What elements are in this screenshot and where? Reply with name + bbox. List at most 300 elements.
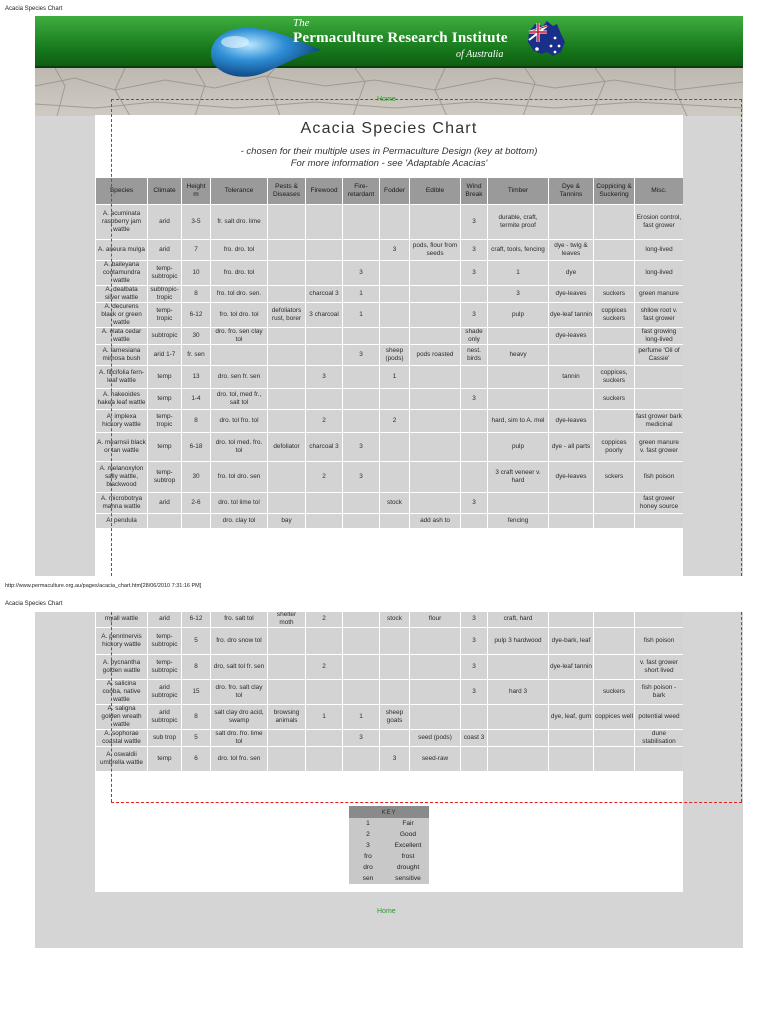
table-cell: v. fast grower short lived	[635, 655, 683, 679]
table-cell	[549, 730, 593, 746]
table-cell: craft, tools, fencing	[488, 240, 548, 260]
table-row	[96, 705, 683, 729]
table-row	[96, 680, 683, 704]
print-url-line: http://www.permaculture.org.au/pages/acacia_chart.htm[28/06/2010 7:31:16 PM]	[5, 583, 202, 589]
table-cell: dye-leaves	[549, 462, 593, 492]
table-cell	[488, 705, 548, 729]
page-title: Acacia Species Chart	[300, 120, 478, 137]
table-row	[96, 261, 683, 285]
table-cell	[306, 730, 342, 746]
table-row	[96, 389, 683, 409]
table-cell: fro. tol dro. sen.	[211, 286, 267, 302]
table-cell: 30	[182, 328, 210, 344]
table-row	[96, 628, 683, 654]
table-cell: 6-18	[182, 433, 210, 461]
table-cell: 2	[306, 655, 342, 679]
table-cell: 6-12	[182, 612, 210, 627]
table-header-row	[96, 178, 683, 204]
table-cell: suckers	[594, 389, 634, 409]
table-cell	[343, 747, 379, 771]
logo-subtitle: of Australia	[456, 49, 504, 60]
table-cell: dye-leaf tannin	[549, 303, 593, 327]
table-cell: fast growing long-lived	[635, 328, 683, 344]
table-cell	[268, 328, 305, 344]
species-name-cell: A. mearnsii black or tan wattle	[96, 433, 147, 461]
table-row	[96, 205, 683, 239]
key-code: 1	[349, 818, 387, 829]
table-cell	[549, 747, 593, 771]
species-name-cell: A. salicina cooba, native wattle	[96, 680, 147, 704]
table-cell	[343, 389, 379, 409]
table-cell	[380, 730, 409, 746]
table-cell	[594, 493, 634, 513]
table-cell: sub trop	[148, 730, 181, 746]
table-cell: fro. dro. tol	[211, 261, 267, 285]
table-cell: 2-6	[182, 493, 210, 513]
table-cell: 3	[461, 655, 487, 679]
species-table	[95, 177, 684, 529]
table-cell: dro. tol fro. sen	[211, 747, 267, 771]
key-row	[349, 862, 429, 873]
table-cell	[343, 493, 379, 513]
print-doc-title: Acacia Species Chart	[5, 6, 63, 12]
table-cell: temp	[148, 366, 181, 388]
species-table-continued	[95, 612, 684, 772]
table-cell: defoliator	[268, 433, 305, 461]
table-cell: dye	[549, 261, 593, 285]
species-name-cell: A. farnesiana mimosa bush	[96, 345, 147, 365]
australia-flag-map-icon	[525, 18, 567, 60]
table-cell: 8	[182, 705, 210, 729]
table-cell	[343, 628, 379, 654]
column-header: Tolerance	[211, 178, 267, 204]
table-cell	[461, 410, 487, 432]
table-cell: sheep goats	[380, 705, 409, 729]
table-cell	[343, 366, 379, 388]
table-cell: dro, salt tol fr. sen	[211, 655, 267, 679]
table-cell	[380, 628, 409, 654]
table-cell: temp-tropic	[148, 410, 181, 432]
table-cell	[306, 328, 342, 344]
table-cell: arid subtropic	[148, 680, 181, 704]
table-cell: dye-leaves	[549, 328, 593, 344]
column-header: Firewood	[306, 178, 342, 204]
table-cell: 5	[182, 628, 210, 654]
table-cell	[306, 205, 342, 239]
table-cell: hard, sim to A. mel	[488, 410, 548, 432]
table-cell: 10	[182, 261, 210, 285]
key-meaning: Excellent	[387, 840, 429, 851]
table-cell: 3	[461, 680, 487, 704]
logo-the: The	[293, 17, 310, 29]
table-cell: 8	[182, 655, 210, 679]
table-cell	[594, 514, 634, 528]
table-cell	[343, 410, 379, 432]
table-cell: fro. dro snow tol	[211, 628, 267, 654]
table-cell: 13	[182, 366, 210, 388]
key-code: sen	[349, 873, 387, 884]
table-cell	[306, 389, 342, 409]
key-row	[349, 818, 429, 829]
species-name-cell: A. pennlnervis hickory wattle	[96, 628, 147, 654]
column-header: Dye & Tannins	[549, 178, 593, 204]
table-cell: coppices well	[594, 705, 634, 729]
table-cell: bay	[268, 514, 305, 528]
table-cell: 3-5	[182, 205, 210, 239]
table-cell: 6	[182, 747, 210, 771]
key-code: 3	[349, 840, 387, 851]
key-row	[349, 873, 429, 884]
table-row	[96, 514, 683, 528]
table-cell	[268, 680, 305, 704]
table-cell	[380, 389, 409, 409]
table-cell	[306, 493, 342, 513]
table-cell	[380, 303, 409, 327]
table-cell	[268, 240, 305, 260]
table-cell	[148, 514, 181, 528]
table-cell	[549, 205, 593, 239]
table-cell	[268, 628, 305, 654]
table-cell	[306, 514, 342, 528]
table-cell	[410, 410, 460, 432]
table-cell	[268, 410, 305, 432]
table-cell: 3	[306, 366, 342, 388]
table-cell: temp	[148, 433, 181, 461]
table-row	[96, 240, 683, 260]
table-cell	[343, 205, 379, 239]
key-meaning: frost	[387, 851, 429, 862]
table-cell	[306, 345, 342, 365]
table-row	[96, 493, 683, 513]
table-cell: suckers	[594, 680, 634, 704]
page-subtitle-2: For more information - see 'Adaptable Acacias'	[290, 158, 488, 169]
table-cell	[488, 747, 548, 771]
table-cell: 1	[343, 286, 379, 302]
table-cell	[211, 345, 267, 365]
table-cell: temp-subtrop	[148, 462, 181, 492]
table-cell: 3	[461, 205, 487, 239]
table-cell: sheep (pods)	[380, 345, 409, 365]
table-cell: fr. sen	[182, 345, 210, 365]
table-cell	[268, 389, 305, 409]
table-cell: tannin	[549, 366, 593, 388]
table-cell	[461, 705, 487, 729]
table-cell: 3 craft veneer v. hard	[488, 462, 548, 492]
key-title: KEY	[349, 806, 429, 818]
table-cell: fencing	[488, 514, 548, 528]
table-cell	[343, 680, 379, 704]
table-row	[96, 747, 683, 771]
species-name-cell: A. saligna golden wreath wattle	[96, 705, 147, 729]
table-cell: arid subtropic	[148, 705, 181, 729]
table-cell: pulp	[488, 303, 548, 327]
table-cell: fish poison - bark	[635, 680, 683, 704]
species-name-cell: A. implexa hickory wattle	[96, 410, 147, 432]
table-cell: dye-leaf tannin	[549, 655, 593, 679]
table-row	[96, 612, 683, 627]
table-cell	[410, 366, 460, 388]
table-cell	[461, 286, 487, 302]
table-cell: stock	[380, 612, 409, 627]
table-cell: fro. tol dro. tol	[211, 303, 267, 327]
table-cell: 1	[343, 303, 379, 327]
table-cell: arid	[148, 612, 181, 627]
table-cell	[410, 462, 460, 492]
table-cell: browsing animals	[268, 705, 305, 729]
table-cell: durable, craft, termite proof	[488, 205, 548, 239]
table-cell	[182, 514, 210, 528]
table-cell	[306, 261, 342, 285]
table-cell: long-lived	[635, 240, 683, 260]
table-cell: 2	[380, 410, 409, 432]
species-name-cell: A. microbotrya manna wattle	[96, 493, 147, 513]
table-cell: temp-subtropic	[148, 261, 181, 285]
column-header: Misc.	[635, 178, 683, 204]
table-cell	[268, 493, 305, 513]
table-cell	[380, 261, 409, 285]
table-cell	[343, 612, 379, 627]
table-cell: green manure	[635, 286, 683, 302]
key-row	[349, 851, 429, 862]
species-name-cell: A. aneura mulga	[96, 240, 147, 260]
table-cell: fish poison	[635, 628, 683, 654]
table-cell: long-lived	[635, 261, 683, 285]
table-cell: fish poison	[635, 462, 683, 492]
table-cell: 5	[182, 730, 210, 746]
table-cell	[306, 747, 342, 771]
table-cell: 3 charcoal	[306, 303, 342, 327]
table-cell	[594, 747, 634, 771]
table-row	[96, 286, 683, 302]
table-row	[96, 462, 683, 492]
table-cell: coppices poorly	[594, 433, 634, 461]
table-cell: 1-4	[182, 389, 210, 409]
table-cell	[488, 328, 548, 344]
key-meaning: sensitive	[387, 873, 429, 884]
species-name-cell: A. sophorae coastal wattle	[96, 730, 147, 746]
species-name-cell: A. acuminata raspberry jam wattle	[96, 205, 147, 239]
key-code: dro	[349, 862, 387, 873]
table-cell: add ash to	[410, 514, 460, 528]
table-cell: charcoal 3	[306, 286, 342, 302]
table-cell: 3	[343, 730, 379, 746]
table-cell: temp-subtropic	[148, 655, 181, 679]
table-cell	[594, 328, 634, 344]
table-cell: dye, leaf, gum	[549, 705, 593, 729]
table-cell	[549, 493, 593, 513]
table-cell: 3	[461, 240, 487, 260]
table-cell: 3	[343, 261, 379, 285]
table-cell: Erosion control, fast grower	[635, 205, 683, 239]
table-row	[96, 366, 683, 388]
table-cell	[410, 261, 460, 285]
table-cell	[306, 628, 342, 654]
content-panel-continued	[95, 612, 683, 915]
table-cell: dro. fro. sen clay tol	[211, 328, 267, 344]
table-cell	[410, 389, 460, 409]
table-cell: temp-tropic	[148, 303, 181, 327]
table-cell: 3	[380, 240, 409, 260]
table-cell: temp	[148, 389, 181, 409]
table-cell: salt clay dro acid, swamp	[211, 705, 267, 729]
table-row	[96, 410, 683, 432]
table-cell: 30	[182, 462, 210, 492]
table-cell: pods, flour from seeds	[410, 240, 460, 260]
table-cell	[410, 628, 460, 654]
species-name-cell: A. pendula	[96, 514, 147, 528]
table-cell	[594, 410, 634, 432]
table-cell: fast grower honey source	[635, 493, 683, 513]
table-cell	[410, 303, 460, 327]
table-row	[96, 303, 683, 327]
table-cell: dye-leaves	[549, 286, 593, 302]
column-header: Pests & Diseases	[268, 178, 305, 204]
table-cell	[461, 433, 487, 461]
table-cell	[461, 462, 487, 492]
table-cell: arid 1-7	[148, 345, 181, 365]
water-drop-logo-icon	[205, 20, 323, 80]
species-name-cell: A. filicifolia fern-leaf wattle	[96, 366, 147, 388]
table-cell: stock	[380, 493, 409, 513]
table-cell	[594, 612, 634, 627]
table-cell: 8	[182, 286, 210, 302]
table-cell: dro. tol, med fr., salt tol	[211, 389, 267, 409]
table-cell: 3	[343, 462, 379, 492]
table-cell: charcoal 3	[306, 433, 342, 461]
table-cell	[549, 389, 593, 409]
table-cell	[488, 730, 548, 746]
table-cell: 3	[461, 389, 487, 409]
table-cell: nest. birds	[461, 345, 487, 365]
table-cell: dro. tol fro. tol	[211, 410, 267, 432]
table-cell: suckers	[594, 286, 634, 302]
key-table	[349, 806, 429, 884]
table-cell: 1	[306, 705, 342, 729]
table-cell	[268, 462, 305, 492]
table-cell	[410, 705, 460, 729]
table-cell	[268, 655, 305, 679]
table-cell: 3	[461, 493, 487, 513]
table-cell	[380, 514, 409, 528]
table-cell: coppices suckers	[594, 303, 634, 327]
species-name-cell: A. baileyana cootamundra wattle	[96, 261, 147, 285]
column-header: Species	[96, 178, 147, 204]
table-cell: fro. tol dro. sen	[211, 462, 267, 492]
table-cell	[306, 240, 342, 260]
table-cell: dro. sen fr. sen	[211, 366, 267, 388]
table-cell	[594, 345, 634, 365]
table-cell	[343, 514, 379, 528]
table-cell	[380, 680, 409, 704]
column-header: Fodder	[380, 178, 409, 204]
table-cell: 3	[461, 628, 487, 654]
key-meaning: drought	[387, 862, 429, 873]
table-cell: fast grower bark medicinal	[635, 410, 683, 432]
table-cell	[635, 366, 683, 388]
table-cell	[635, 612, 683, 627]
table-cell	[461, 366, 487, 388]
table-row	[96, 730, 683, 746]
key-meaning: Good	[387, 829, 429, 840]
table-cell: arid	[148, 205, 181, 239]
table-cell: 3	[343, 433, 379, 461]
table-cell	[268, 205, 305, 239]
key-code: 2	[349, 829, 387, 840]
table-cell	[635, 747, 683, 771]
table-cell	[410, 433, 460, 461]
table-cell	[549, 514, 593, 528]
table-cell	[268, 345, 305, 365]
species-name-cell: A. dealbata silver wattle	[96, 286, 147, 302]
table-cell: dye-leaves	[549, 410, 593, 432]
species-name-cell: A. elata cedar wattle	[96, 328, 147, 344]
table-cell	[549, 612, 593, 627]
column-header: Edible	[410, 178, 460, 204]
species-name-cell: A. melanoxylon sally wattle, blackwood	[96, 462, 147, 492]
column-header: Coppicing & Suckering	[594, 178, 634, 204]
table-cell	[410, 680, 460, 704]
table-cell: subtropic	[148, 328, 181, 344]
table-cell	[268, 747, 305, 771]
table-cell: potential weed	[635, 705, 683, 729]
table-cell: heavy	[488, 345, 548, 365]
table-cell	[635, 514, 683, 528]
table-cell: 3	[461, 261, 487, 285]
table-cell: 3	[380, 747, 409, 771]
table-cell	[410, 493, 460, 513]
home-link-top[interactable]: Home	[377, 96, 396, 103]
table-row	[96, 433, 683, 461]
key-row	[349, 840, 429, 851]
table-cell: green manure v. fast grower	[635, 433, 683, 461]
table-cell: dye - all parts	[549, 433, 593, 461]
species-name-cell: A. pycnantha golden wattle	[96, 655, 147, 679]
table-cell	[594, 655, 634, 679]
table-cell: 2	[306, 612, 342, 627]
table-cell	[488, 366, 548, 388]
table-cell	[268, 730, 305, 746]
table-row	[96, 345, 683, 365]
table-cell	[461, 747, 487, 771]
table-cell	[410, 205, 460, 239]
page-sheet-1	[35, 16, 743, 576]
table-cell	[268, 261, 305, 285]
table-cell: 2	[306, 462, 342, 492]
table-cell: 3	[488, 286, 548, 302]
table-cell: shelter moth	[268, 612, 305, 627]
content-panel	[95, 115, 683, 576]
table-cell: pulp	[488, 433, 548, 461]
table-cell: seed-raw	[410, 747, 460, 771]
table-cell: flour	[410, 612, 460, 627]
table-cell: seed (pods)	[410, 730, 460, 746]
table-cell: shade only	[461, 328, 487, 344]
table-cell: 1	[488, 261, 548, 285]
table-cell: coast 3	[461, 730, 487, 746]
home-link-bottom[interactable]: Home	[377, 908, 396, 915]
species-name-cell: myall wattle	[96, 612, 147, 627]
table-cell	[549, 680, 593, 704]
table-cell	[594, 628, 634, 654]
table-cell: pulp 3 hardwood	[488, 628, 548, 654]
table-cell: 15	[182, 680, 210, 704]
table-cell	[268, 366, 305, 388]
table-cell	[268, 286, 305, 302]
table-cell: sckers	[594, 462, 634, 492]
table-cell	[410, 328, 460, 344]
table-cell: shllow root v. fast grower	[635, 303, 683, 327]
table-cell	[343, 655, 379, 679]
